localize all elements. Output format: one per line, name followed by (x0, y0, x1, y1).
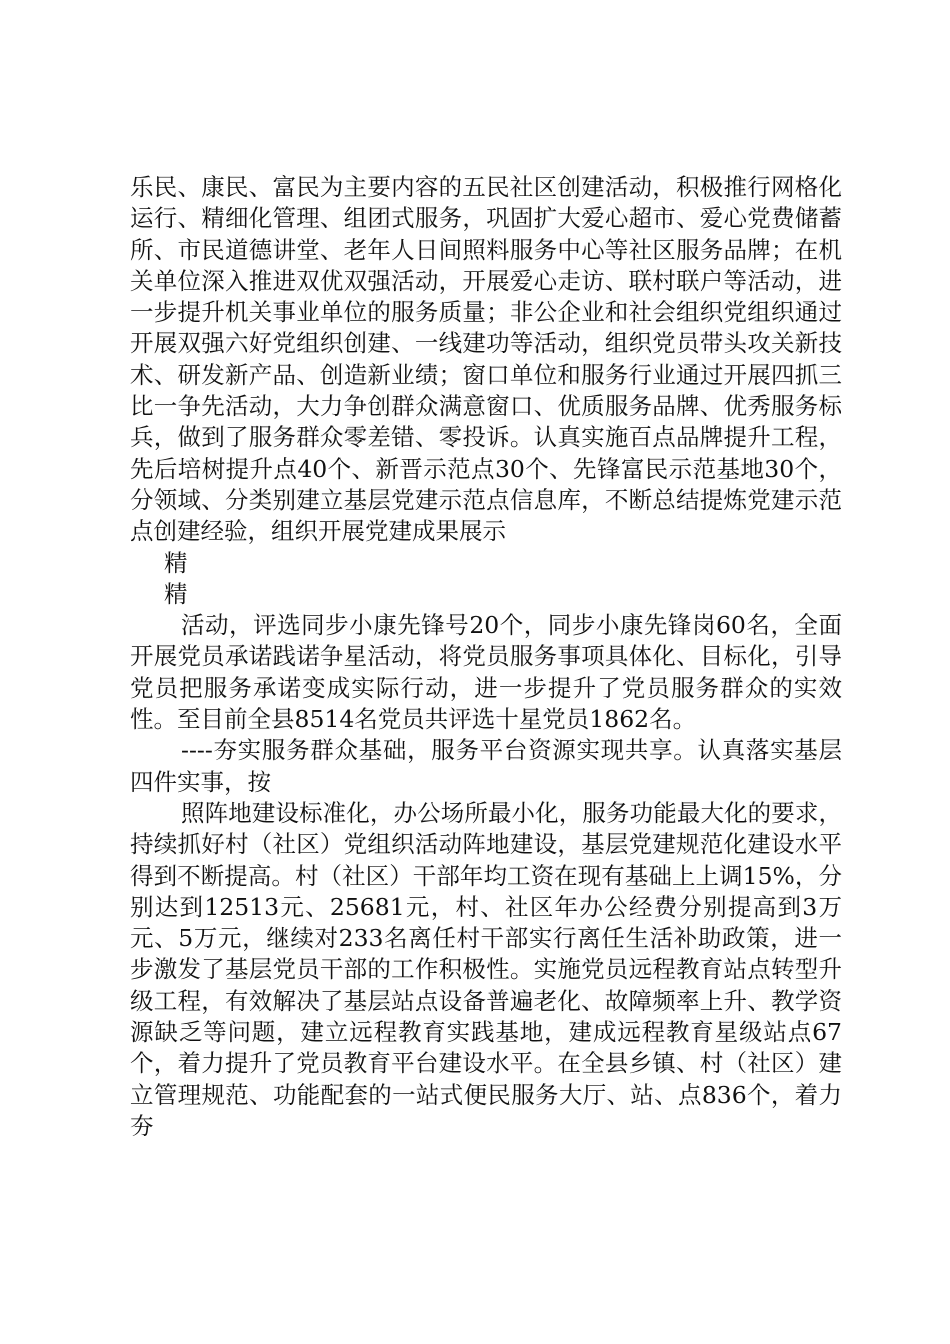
paragraph: 照阵地建设标准化，办公场所最小化，服务功能最大化的要求，持续抓好村（社区）党组织活动阵地建设，基层党建规范化建设水平得到不断提高。村（社区）干部年均工资在现有基础上上调15%，分别达到12513元、25681元，村、社区年办公经费分别提高到3万元、5万元，继续对233名离任村干部实行离任生活补助政策，进一步激发了基层党员干部的工作积极性。实施党员远程教育站点转型升级工程，有效解决了基层站点设备普遍老化、故障频率上升、教学资源缺乏等问题，建立远程教育实践基地，建成远程教育星级站点67个，着力提升了党员教育平台建设水平。在全县乡镇、村（社区）建立管理规范、功能配套的一站式便民服务大厅、站、点836个，着力夯 (130, 798, 842, 1140)
paragraph: ----夯实服务群众基础，服务平台资源实现共享。认真落实基层四件实事，按 (130, 736, 842, 796)
document-body (130, 172, 842, 1142)
paragraph: 精 (164, 579, 188, 608)
paragraph: 乐民、康民、富民为主要内容的五民社区创建活动，积极推行网格化运行、精细化管理、组团式服务，巩固扩大爱心超市、爱心党费储蓄所、市民道德讲堂、老年人日间照料服务中心等社区服务品牌；在机关单位深入推进双优双强活动，开展爱心走访、联村联户等活动，进一步提升机关事业单位的服务质量；非公企业和社会组织党组织通过开展双强六好党组织创建、一线建功等活动，组织党员带头攻关新技术、研发新产品、创造新业绩；窗口单位和服务行业通过开展四抓三比一争先活动，大力争创群众满意窗口、优质服务品牌、优秀服务标兵，做到了服务群众零差错、零投诉。认真实施百点品牌提升工程，先后培树提升点40个、新晋示范点30个、先锋富民示范基地30个，分领域、分类别建立基层党建示范点信息库，不断总结提炼党建示范点创建经验，组织开展党建成果展示 (130, 173, 842, 546)
paragraph: 活动，评选同步小康先锋号20个，同步小康先锋岗60名，全面开展党员承诺践诺争星活动，将党员服务事项具体化、目标化，引导党员把服务承诺变成实际行动，进一步提升了党员服务群众的实效性。至目前全县8514名党员共评选十星党员1862名。 (130, 611, 842, 734)
paragraph: 精 (164, 548, 188, 577)
